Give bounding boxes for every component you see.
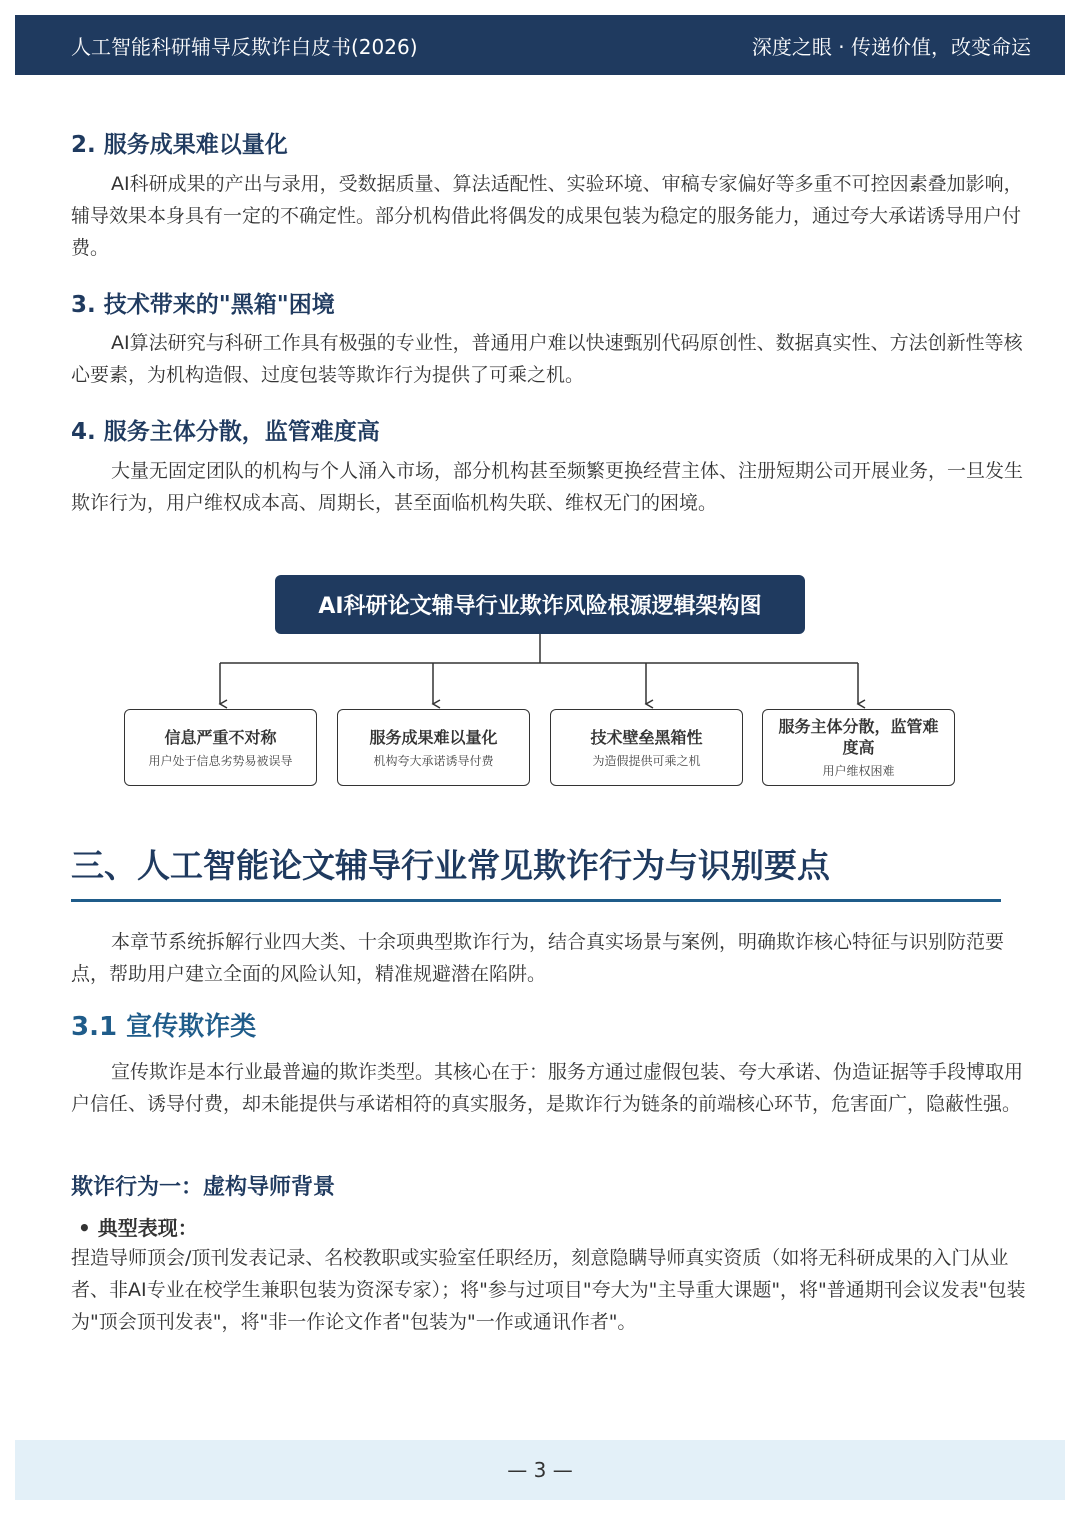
brand-slogan: 深度之眼 · 传递价值，改变命运 [751,34,1031,59]
point-4-heading: 4. 服务主体分散，监管难度高 [71,419,380,445]
bullet-title: • 典型表现： [78,1216,198,1240]
subsection-text: 宣传欺诈是本行业最普遍的欺诈类型。其核心在于：服务方通过虚假包装、夸大承诺、伪造证据等手段博取用户信任、诱导付费，却未能提供与承诺相符的真实服务，是欺诈行为链条的前端核心环节，危害面广，隐蔽性强。 [71,1061,1024,1115]
box-subtitle: 用户处于信息劣势易被误导 [148,753,293,768]
box-subtitle: 用户维权困难 [822,764,895,778]
footer-bar [15,1440,1065,1500]
point-3-text: AI算法研究与科研工作具有极强的专业性，普通用户难以快速甄别代码原创性、数据真实性、方法创新性等核心要素，为机构造假、过度包装等欺诈行为提供了可乘之机。 [71,332,1023,386]
box-subtitle: 机构夸大承诺诱导付费 [373,753,494,768]
box-subtitle: 为造假提供可乘之机 [592,753,701,768]
fraud-title: 欺诈行为一：虚构导师背景 [71,1175,336,1200]
diagram-box-black-box [550,709,743,786]
point-2-text: AI科研成果的产出与录用，受数据质量、算法适配性、实验环境、审稿专家偏好等多重不可控因素叠加影响，辅导效果本身具有一定的不确定性。部分机构借此将偶发的成果包装为稳定的服务能力，通过夸大承诺诱导用户付费。 [71,173,1023,259]
section-divider [71,899,1001,902]
point-3-heading: 3. 技术带来的"黑箱"困境 [71,292,335,318]
diagram-box-info-asymmetry [124,709,317,786]
fraud-text: 捏造导师顶会/顶刊发表记录、名校教职或实验室任职经历，刻意隐瞒导师真实资质（如将无科研成果的入门从业者、非AI专业在校学生兼职包装为资深专家）；将"参与过项目"夸大为"主导重大课题"，将"普通期刊会议发表"包装为"顶会顶刊发表"，将"非一作论文作者"包装为"一作或通讯作者"。 [71,1247,1026,1333]
box-title: 服务成果难以量化 [369,727,498,747]
header-bar [15,15,1065,75]
subsection-title: 3.1 宣传欺诈类 [71,1012,257,1042]
point-4-text: 大量无固定团队的机构与个人涌入市场，部分机构甚至频繁更换经营主体、注册短期公司开展业务，一旦发生欺诈行为，用户维权成本高、周期长，甚至面临机构失联、维权无门的困境。 [71,460,1024,514]
section-intro: 本章节系统拆解行业四大类、十余项典型欺诈行为，结合真实场景与案例，明确欺诈核心特征与识别防范要点，帮助用户建立全面的风险认知，精准规避潜在陷阱。 [71,931,1005,985]
page-number: — 3 — [507,1458,573,1482]
diagram-box-unquantifiable [337,709,530,786]
box-title: 技术壁垒黑箱性 [590,727,703,747]
point-2-heading: 2. 服务成果难以量化 [71,132,288,158]
diagram-title: AI科研论文辅导行业欺诈风险根源逻辑架构图 [275,575,805,634]
document-title: 人工智能科研辅导反欺诈白皮书(2026) [71,34,418,59]
section-title: 三、人工智能论文辅导行业常见欺诈行为与识别要点 [71,846,830,885]
diagram-box-fragmented [762,709,955,786]
box-title: 信息严重不对称 [164,727,277,747]
box-title: 服务主体分散，监管难度高 [778,717,939,757]
